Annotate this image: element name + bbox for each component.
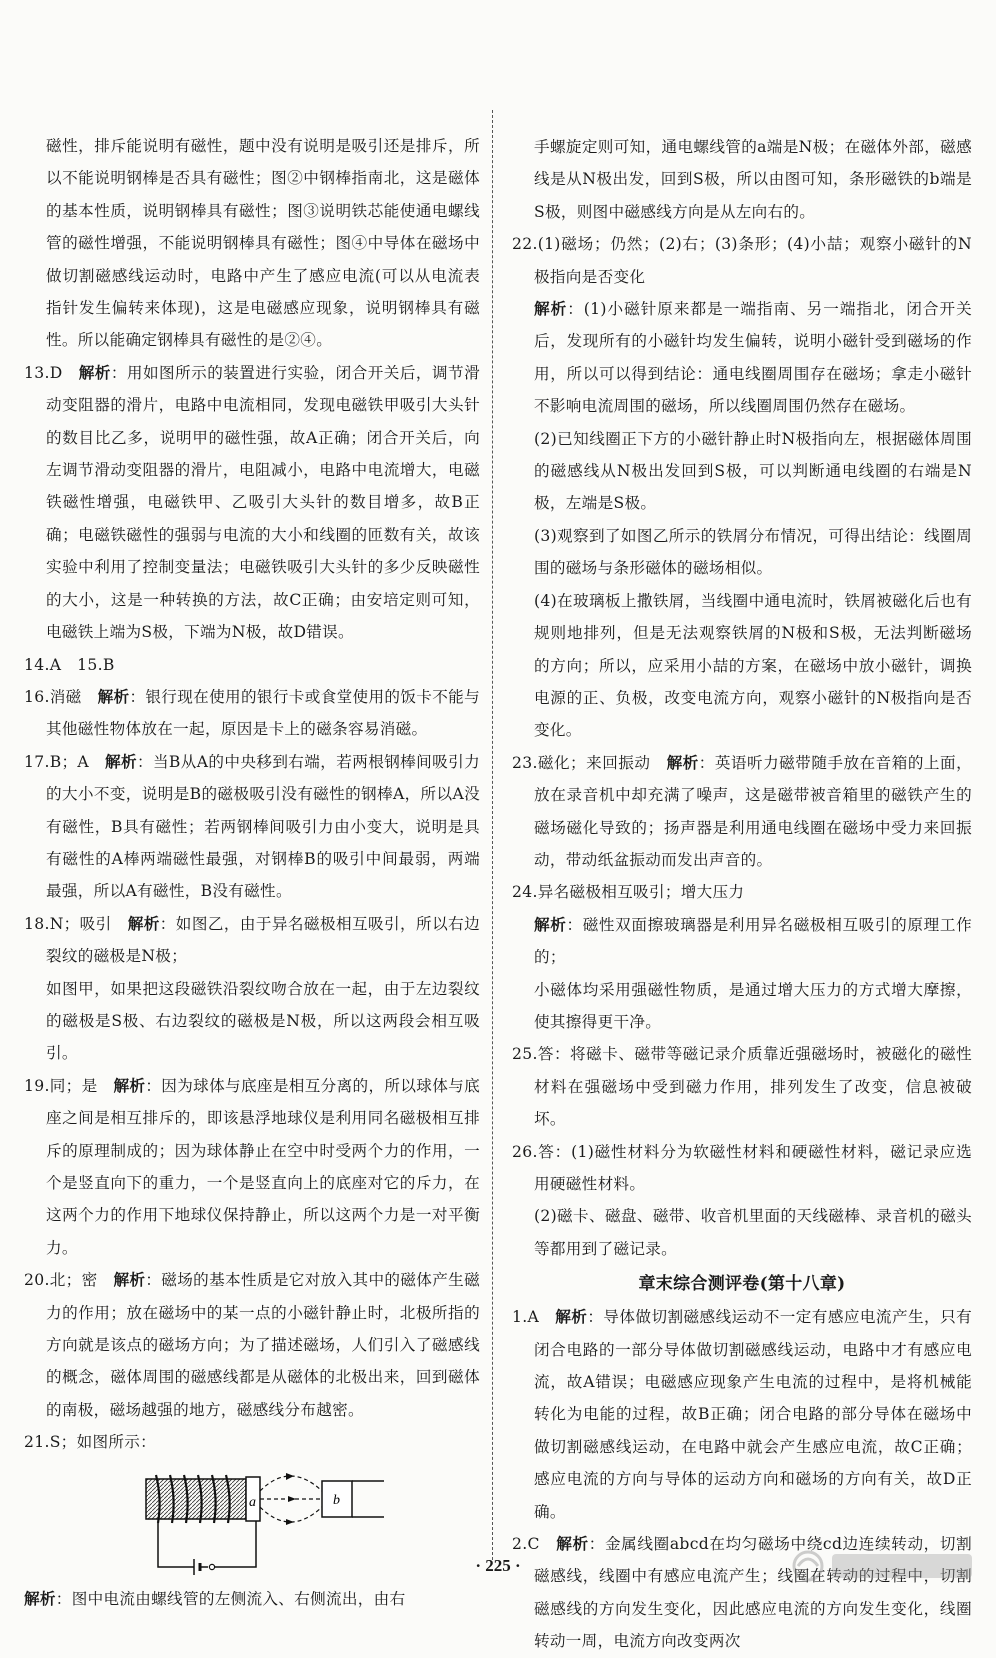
answer-25 <box>512 1038 972 1135</box>
answer-text: (4)在玻璃板上撒铁屑，当线圈中通电流时，铁屑被磁化后也有规则地排列，但是无法观察铁屑的N极和S极，无法判断磁场的方向；所以，应采用小喆的方案，在磁场中放小磁针，调换电源的正、负极，改变电流方向，观察小磁针的N极指向是否变化。 <box>534 591 972 740</box>
analysis-label: 解析 <box>78 362 111 382</box>
answer-key: 13.D <box>24 363 63 382</box>
answer-21 <box>24 1426 480 1458</box>
answer-text: ：如图乙，由于异名磁极相互吸引，所以右边裂纹的磁极是N极； <box>46 914 480 966</box>
answer-key: 2.C <box>512 1535 540 1554</box>
answer-21-analysis <box>24 1583 480 1615</box>
analysis-label: 解析 <box>666 752 699 772</box>
answer-text: (3)观察到了如图乙所示的铁屑分布情况，可得出结论：线圈周围的磁场与条形磁体的磁场相似。 <box>534 526 972 578</box>
answer-key: 20.北；密 <box>24 1271 98 1290</box>
answer-23 <box>512 747 972 877</box>
analysis-label: 解析 <box>555 1307 588 1327</box>
answer-22-analysis <box>512 293 972 747</box>
answer-key: 23.磁化；来回振动 <box>512 753 651 772</box>
answer-text: ：银行现在使用的银行卡或食堂使用的饭卡不能与其他磁性物体放在一起，原因是卡上的磁条容易消磁。 <box>46 687 480 739</box>
answer-text: (2)磁卡、磁盘、磁带、收音机里面的天线磁棒、录音机的磁头等都用到了磁记录。 <box>534 1207 972 1258</box>
answer-text: 26.答：(1)磁性材料分为软磁性材料和硬磁性材料，磁记录应选用硬磁性材料。 <box>512 1142 972 1193</box>
analysis-label: 解析 <box>556 1534 589 1554</box>
answer-text: 25.答：将磁卡、磁带等磁记录介质靠近强磁场时，被磁化的磁性材料在强磁场中受到磁力作用，排列发生了改变，信息被破坏。 <box>512 1045 972 1129</box>
answer-text: 磁性，排斥能说明有磁性，题中没有说明是吸引还是排斥，所以不能说明钢棒是否具有磁性；图②中钢棒指南北，这是磁体的基本性质，说明钢棒具有磁性；图③说明铁芯能使通电螺线管的磁性增强，不能说明钢棒具有磁性；图④中导体在磁场中做切割磁感线运动时，电路中产生了感应电流(可以从电流表指针发生偏转来体现)，这是电磁感应现象，说明钢棒具有磁性。所以能确定钢棒具有磁性的是②④。 <box>46 137 480 350</box>
answer-key: 18.N；吸引 <box>24 914 112 933</box>
analysis-label: 解析 <box>127 913 160 933</box>
answer-14-15 <box>24 649 480 681</box>
answer-key: 16.消磁 <box>24 687 82 706</box>
answer-text: ：用如图所示的装置进行实验，闭合开关后，调节滑动变阻器的滑片，电路中电流相同，发现电磁铁甲吸引大头针的数目比乙多，说明甲的磁性强，故A正确；闭合开关后，向左调节滑动变阻器的滑片，电阻减小，电路中电流增大，电磁铁磁性增强，电磁铁甲、乙吸引大头针的数目增多，故B正确；电磁铁磁性的强弱与电流的大小和线圈的匝数有关，故该实验中利用了控制变量法；电磁铁吸引大头针的多少反映磁性的大小，这是一种转换的方法，故C正确；由安培定则可知，电磁铁上端为S极，下端为N极，故D错误。 <box>46 363 480 642</box>
analysis-label: 解析 <box>113 1075 146 1095</box>
page-number: · 225 · <box>475 1556 521 1575</box>
field-arrows <box>286 1473 296 1525</box>
answer-21-continued <box>512 131 972 228</box>
answer-key: 19.同；是 <box>24 1076 98 1095</box>
answer-text: ：磁性双面擦玻璃器是利用异名磁极相互吸引的原理工作的； <box>534 915 972 967</box>
answer-text: ：导体做切割磁感线运动不一定有感应电流产生，只有闭合电路的一部分导体做切割磁感线运动，电路中才有感应电流，故A错误；电磁感应现象产生电流的过程中，是将机械能转化为电能的过程，故B正确；闭合电路的部分导体在磁场中做切割磁感线运动，在电路中就会产生感应电流，故C正确；感应电流的方向与导体的运动方向和磁场的方向有关，故D正确。 <box>534 1308 972 1521</box>
answer-text: ：英语听力磁带随手放在音箱的上面，放在录音机中却充满了噪声，这是磁带被音箱里的磁铁产生的磁场磁化导致的；扬声器是利用通电线圈在磁场中受力来回振动，带动纸盆振动而发出声音的。 <box>534 753 972 869</box>
answer-text: ：因为球体与底座是相互分离的，所以球体与底座之间是相互排斥的，即该悬浮地球仪是利用同名磁极相互排斥的原理制成的；因为球体静止在空中时受两个力的作用，一个是竖直向下的重力，一个是竖直向上的底座对它的斥力，在这两个力的作用下地球仪保持静止，所以这两个力是一对平衡力。 <box>46 1076 480 1257</box>
answer-key: 22.(1)磁场；仍然；(2)右；(3)条形；(4)小喆；观察小磁针的N极指向是否变化 <box>512 235 972 286</box>
answer-text: ：金属线圈abcd在均匀磁场中绕cd边连续转动，切割磁感线，线圈中有感应电流产生；线圈在转动的过程中，切割磁感线的方向发生变化，因此感应电流的方向发生变化，线圈转动一周，电流方向改变两次 <box>534 1535 972 1651</box>
answer-text: ：图中电流由螺线管的左侧流入、右侧流出，由右 <box>55 1589 406 1608</box>
answer-12-continued <box>24 130 480 357</box>
answer-s1 <box>512 1301 972 1528</box>
answer-24-analysis <box>512 909 972 1039</box>
analysis-label: 解析 <box>24 1588 56 1608</box>
iron-core <box>146 1479 246 1519</box>
answer-16 <box>24 681 480 746</box>
answer-18 <box>24 908 480 973</box>
analysis-label: 解析 <box>534 914 567 934</box>
answer-key: 1.A <box>512 1308 540 1327</box>
watermark-logo <box>778 1538 978 1588</box>
answer-text: ：当B从A的中央移到右端，若两根钢棒间吸引力的大小不变，说明是B的磁极吸引没有磁性的钢棒A，所以A没有磁性，B具有磁性；若两钢棒间吸引力由小变大，说明是具有磁性的A棒两端磁性最强，对钢棒B的吸引中间最弱，两端最强，所以A有磁性，B没有磁性。 <box>46 752 480 901</box>
answer-18-second <box>24 973 480 1070</box>
analysis-label: 解析 <box>113 1270 146 1290</box>
analysis-label: 解析 <box>105 751 137 771</box>
answer-17 <box>24 746 480 908</box>
label-a: a <box>249 1494 257 1510</box>
section-title: 章末综合测评卷(第十八章) <box>638 1274 846 1295</box>
answer-text: ：(1)小磁针原来都是一端指南、另一端指北，闭合开关后，发现所有的小磁针均发生偏转，说明小磁针受到磁场的作用，所以可以得到结论：通电线圈周围存在磁场；拿走小磁针不影响电流周围的磁场，所以线圈周围仍然存在磁场。 <box>534 300 972 416</box>
left-column <box>24 130 480 1615</box>
label-b: b <box>333 1492 341 1508</box>
answer-19 <box>24 1070 480 1264</box>
answer-20 <box>24 1264 480 1426</box>
answer-24 <box>512 876 972 908</box>
answer-key: 24.异名磁极相互吸引；增大压力 <box>512 883 745 902</box>
answer-text: ：磁场的基本性质是它对放入其中的磁体产生磁力的作用；放在磁场中的某一点的小磁针静止时，北极所指的方向就是该点的磁场方向；为了描述磁场，人们引入了磁感线的概念，磁体周围的磁感线都是从磁体的北极出来，回到磁体的南极，磁场越强的地方，磁感线分布越密。 <box>46 1271 480 1419</box>
answer-text: 小磁体均采用强磁性物质，是通过增大压力的方式增大摩擦，使其擦得更干净。 <box>534 980 972 1031</box>
answer-text: 手螺旋定则可知，通电螺线管的a端是N极；在磁体外部，磁感线是从N极出发，回到S极，所以由图可知，条形磁铁的b端是S极，则图中磁感线方向是从左向右的。 <box>534 138 972 221</box>
answer-13 <box>24 357 480 649</box>
right-column <box>512 131 972 1658</box>
answer-key: 14.A 15.B <box>24 655 115 674</box>
answer-key: 17.B；A <box>24 752 89 771</box>
analysis-label: 解析 <box>97 686 130 706</box>
answer-text: 如图甲，如果把这段磁铁沿裂纹吻合放在一起，由于左边裂纹的磁极是S极、右边裂纹的磁极是N极，所以这两段会相互吸引。 <box>46 979 480 1063</box>
answer-text: (2)已知线圈正下方的小磁针静止时N极指向左，根据磁体周围的磁感线从N极出发回到S极，可以判断通电线圈的右端是N极，左端是S极。 <box>534 429 972 513</box>
analysis-label: 解析 <box>534 299 568 319</box>
answer-key: 21.S；如图所示： <box>24 1433 157 1452</box>
column-divider <box>492 110 493 1560</box>
answer-22 <box>512 228 972 293</box>
answer-26 <box>512 1136 972 1201</box>
answer-26-second <box>512 1200 972 1265</box>
